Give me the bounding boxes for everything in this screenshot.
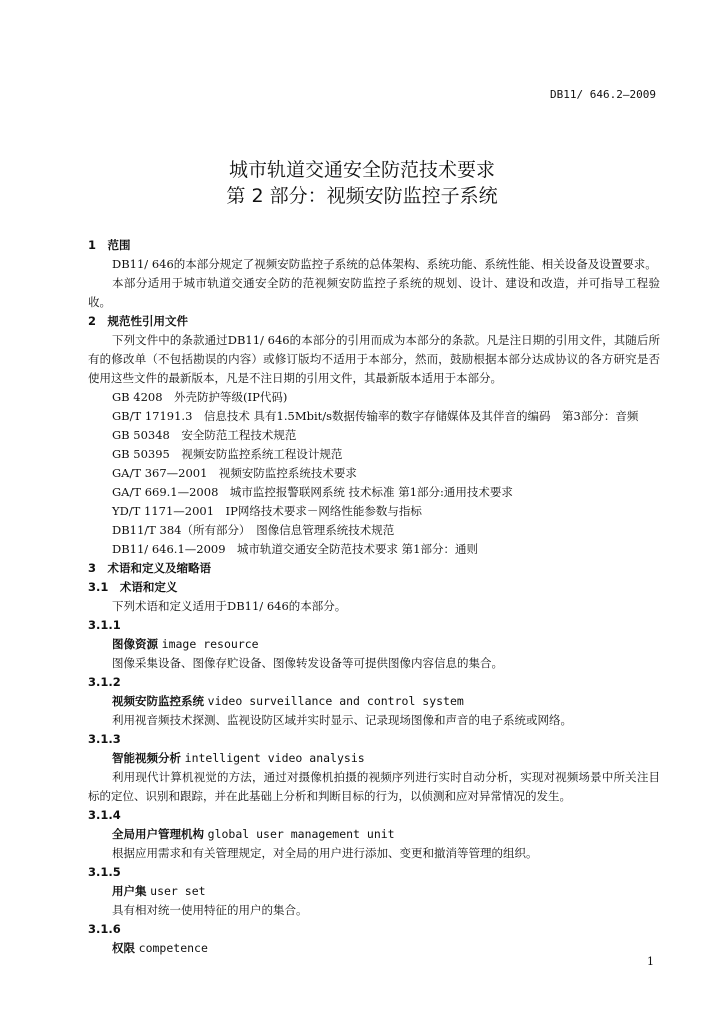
- standard-code: DB11/ 646.2—2009: [550, 88, 656, 101]
- reference-item: GA/T 367—2001 视频安防监控系统技术要求: [112, 466, 357, 480]
- term-english: image resource: [161, 637, 259, 651]
- term-title: [88, 882, 660, 901]
- term-chinese: 全局用户管理机构: [112, 827, 204, 841]
- document-title: 城市轨道交通安全防范技术要求: [228, 159, 495, 181]
- reference-item: DB11/ 646.1—2009 城市轨道交通安全防范技术要求 第1部分：通则: [112, 542, 478, 556]
- paragraph: 下列术语和定义适用于DB11/ 646的本部分。: [112, 599, 347, 613]
- term-chinese: 用户集: [112, 884, 147, 898]
- term-number: 3.1.3: [88, 732, 121, 746]
- term-english: intelligent video analysis: [184, 751, 365, 765]
- term-number: 3.1.5: [88, 865, 121, 879]
- reference-item: GA/T 669.1—2008 城市监控报警联网系统 技术标准 第1部分:通用技术要求: [112, 485, 513, 499]
- document-body: [88, 236, 660, 958]
- reference-item: GB 50348 安全防范工程技术规范: [112, 428, 297, 442]
- term-chinese: 智能视频分析: [112, 751, 181, 765]
- term-chinese: 权限: [112, 941, 135, 955]
- term-title: [88, 692, 660, 711]
- paragraph: DB11/ 646的本部分规定了视频安防监控子系统的总体架构、系统功能、系统性能、相关设备及设置要求。: [112, 257, 657, 271]
- subsection-heading: 3.1 术语和定义: [88, 580, 178, 594]
- term-definition: 利用现代计算机视觉的方法，通过对摄像机拍摄的视频序列进行实时自动分析，实现对视频场景中所关注目标的定位、识别和跟踪，并在此基础上分析和判断目标的行为，以侦测和应对异常情况的发生。: [88, 770, 660, 803]
- paragraph: 本部分适用于城市轨道交通安全防的范视频安防监控子系统的规划、设计、建设和改造，并可指导工程验收。: [88, 276, 660, 309]
- reference-item: GB/T 17191.3 信息技术 具有1.5Mbit/s数据传输率的数字存储媒体及其伴音的编码 第3部分：音频: [112, 409, 639, 423]
- term-number: 3.1.2: [88, 675, 121, 689]
- term-title: [88, 635, 660, 654]
- term-english: video surveillance and control system: [207, 694, 464, 708]
- term-definition: 根据应用需求和有关管理规定，对全局的用户进行添加、变更和撤消等管理的组织。: [112, 846, 538, 860]
- document-subtitle: 第 2 部分：视频安防监控子系统: [226, 185, 498, 207]
- paragraph: 下列文件中的条款通过DB11/ 646的本部分的引用而成为本部分的条款。凡是注日期的引用文件，其随后所有的修改单（不包括勘误的内容）或修订版均不适用于本部分，然而，鼓励根据本部分达成协议的各方研究是否使用这些文件的最新版本，凡是不注日期的引用文件，其最新版本适用于本部分。: [88, 333, 660, 385]
- term-definition: 具有相对统一使用特征的用户的集合。: [112, 903, 308, 917]
- reference-item: GB 50395 视频安防监控系统工程设计规范: [112, 447, 343, 461]
- term-number: 3.1.4: [88, 808, 121, 822]
- term-number: 3.1.6: [88, 922, 121, 936]
- reference-item: DB11/T 384（所有部分） 图像信息管理系统技术规范: [112, 523, 395, 537]
- term-english: user set: [150, 884, 206, 898]
- term-title: [88, 749, 660, 768]
- reference-item: YD/T 1171—2001 IP网络技术要求－网络性能参数与指标: [112, 504, 422, 518]
- term-title: [88, 939, 660, 958]
- term-number: 3.1.1: [88, 618, 121, 632]
- term-english: competence: [138, 941, 208, 955]
- section-heading-scope: 1 范围: [88, 238, 131, 252]
- term-chinese: 图像资源: [112, 637, 158, 651]
- reference-item: GB 4208 外壳防护等级(IP代码): [112, 390, 288, 404]
- page-number: 1: [647, 955, 654, 968]
- term-definition: 利用视音频技术探测、监视设防区域并实时显示、记录现场图像和声音的电子系统或网络。: [112, 713, 572, 727]
- section-heading-normative-references: 2 规范性引用文件: [88, 314, 189, 328]
- term-title: [88, 825, 660, 844]
- term-chinese: 视频安防监控系统: [112, 694, 204, 708]
- term-english: global user management unit: [207, 827, 395, 841]
- term-definition: 图像采集设备、图像存贮设备、图像转发设备等可提供图像内容信息的集合。: [112, 656, 503, 670]
- section-heading-terms: 3 术语和定义及缩略语: [88, 561, 212, 575]
